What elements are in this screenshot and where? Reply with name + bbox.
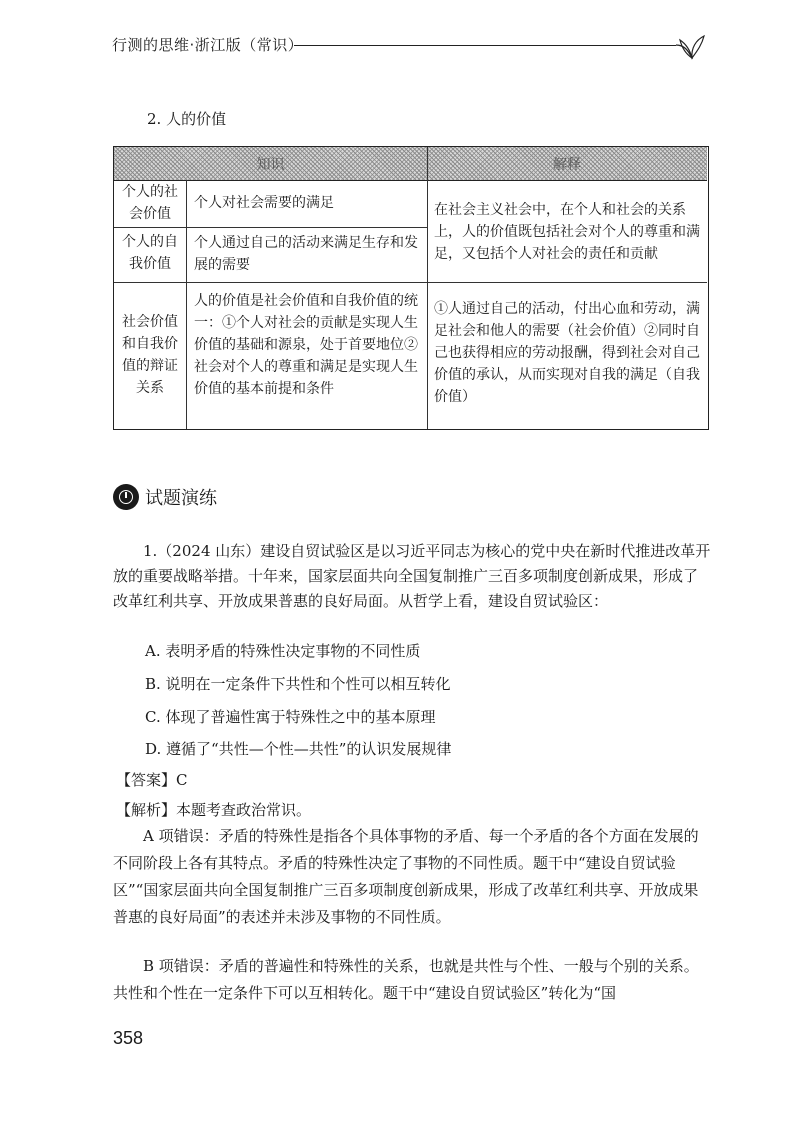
row-label-dialectic: 社会价值和自我价值的辩证关系 (122, 314, 178, 396)
option-b: B. 说明在一定条件下共性和个性可以相互转化 (145, 675, 451, 693)
sprout-icon (674, 28, 714, 62)
analysis-line: 【解析】本题考查政治常识。 (116, 801, 312, 819)
section-title: 2. 人的价值 (147, 110, 227, 128)
table-header-knowledge: 知识 (256, 156, 285, 173)
explanation-a: A 项错误：矛盾的特殊性是指各个具体事物的矛盾、每一个矛盾的各个方面在发展的不同阶段上各有其特点。矛盾的特殊性决定了事物的不同性质。题干中“建设自贸试验区”“国家层面共向全国复制推广三百多项制度创新成果，形成了改革红利共享、开放成果普惠的良好局面”的表述并未涉及事物的不同性质。 (113, 827, 699, 926)
row-label-social-value: 个人的社会价值 (122, 184, 178, 222)
answer-line: 【答案】C (116, 771, 188, 789)
row-explanation-dialectic: ①人通过自己的活动，付出心血和劳动，满足社会和他人的需要（社会价值）②同时自己也获得相应的劳动报酬，得到社会对自己价值的承认，从而实现对自我的满足（自我价值） (434, 301, 700, 405)
merged-explanation: 在社会主义社会中，在个人和社会的关系上，人的价值既包括社会对个人的尊重和满足，又包括个人对社会的责任和贡献 (434, 202, 700, 262)
option-a: A. 表明矛盾的特殊性决定事物的不同性质 (145, 642, 421, 660)
practice-title: 试题演练 (145, 488, 217, 509)
option-c: C. 体现了普遍性寓于特殊性之中的基本原理 (145, 708, 436, 726)
header-title: 行测的思维·浙江版（常识） (112, 36, 304, 54)
table-header-row (114, 147, 707, 181)
header-rule (294, 45, 676, 46)
row-divider (114, 282, 707, 283)
row-label-self-value: 个人的自我价值 (122, 234, 178, 272)
row-divider (114, 227, 427, 228)
value-table (113, 146, 709, 430)
running-header (112, 34, 712, 64)
column-divider (427, 147, 428, 429)
table-header-explanation: 解释 (553, 156, 581, 173)
page-number: 358 (113, 1028, 144, 1048)
question-stem: 1.（2024 山东）建设自贸试验区是以习近平同志为核心的党中央在新时代推进改革开放的重要战略举措。十年来，国家层面共向全国复制推广三百多项制度创新成果，形成了改革红利共享、开放成果普惠的良好局面。从哲学上看，建设自贸试验区： (113, 542, 711, 610)
row-knowledge-social-value: 个人对社会需要的满足 (194, 195, 334, 211)
explanation-b: B 项错误：矛盾的普遍性和特殊性的关系，也就是共性与个性、一般与个别的关系。共性和个性在一定条件下可以互相转化。题干中“建设自贸试验区”转化为“国 (113, 957, 699, 1002)
row-knowledge-self-value: 个人通过自己的活动来满足生存和发展的需要 (194, 235, 418, 273)
column-divider (186, 180, 187, 429)
row-knowledge-dialectic: 人的价值是社会价值和自我价值的统一：①个人对社会的贡献是实现人生价值的基础和源泉，处于首要地位②社会对个人的尊重和满足是实现人生价值的基本前提和条件 (194, 293, 418, 397)
option-d: D. 遵循了“共性—个性—共性”的认识发展规律 (145, 740, 452, 758)
clock-icon (113, 484, 139, 510)
